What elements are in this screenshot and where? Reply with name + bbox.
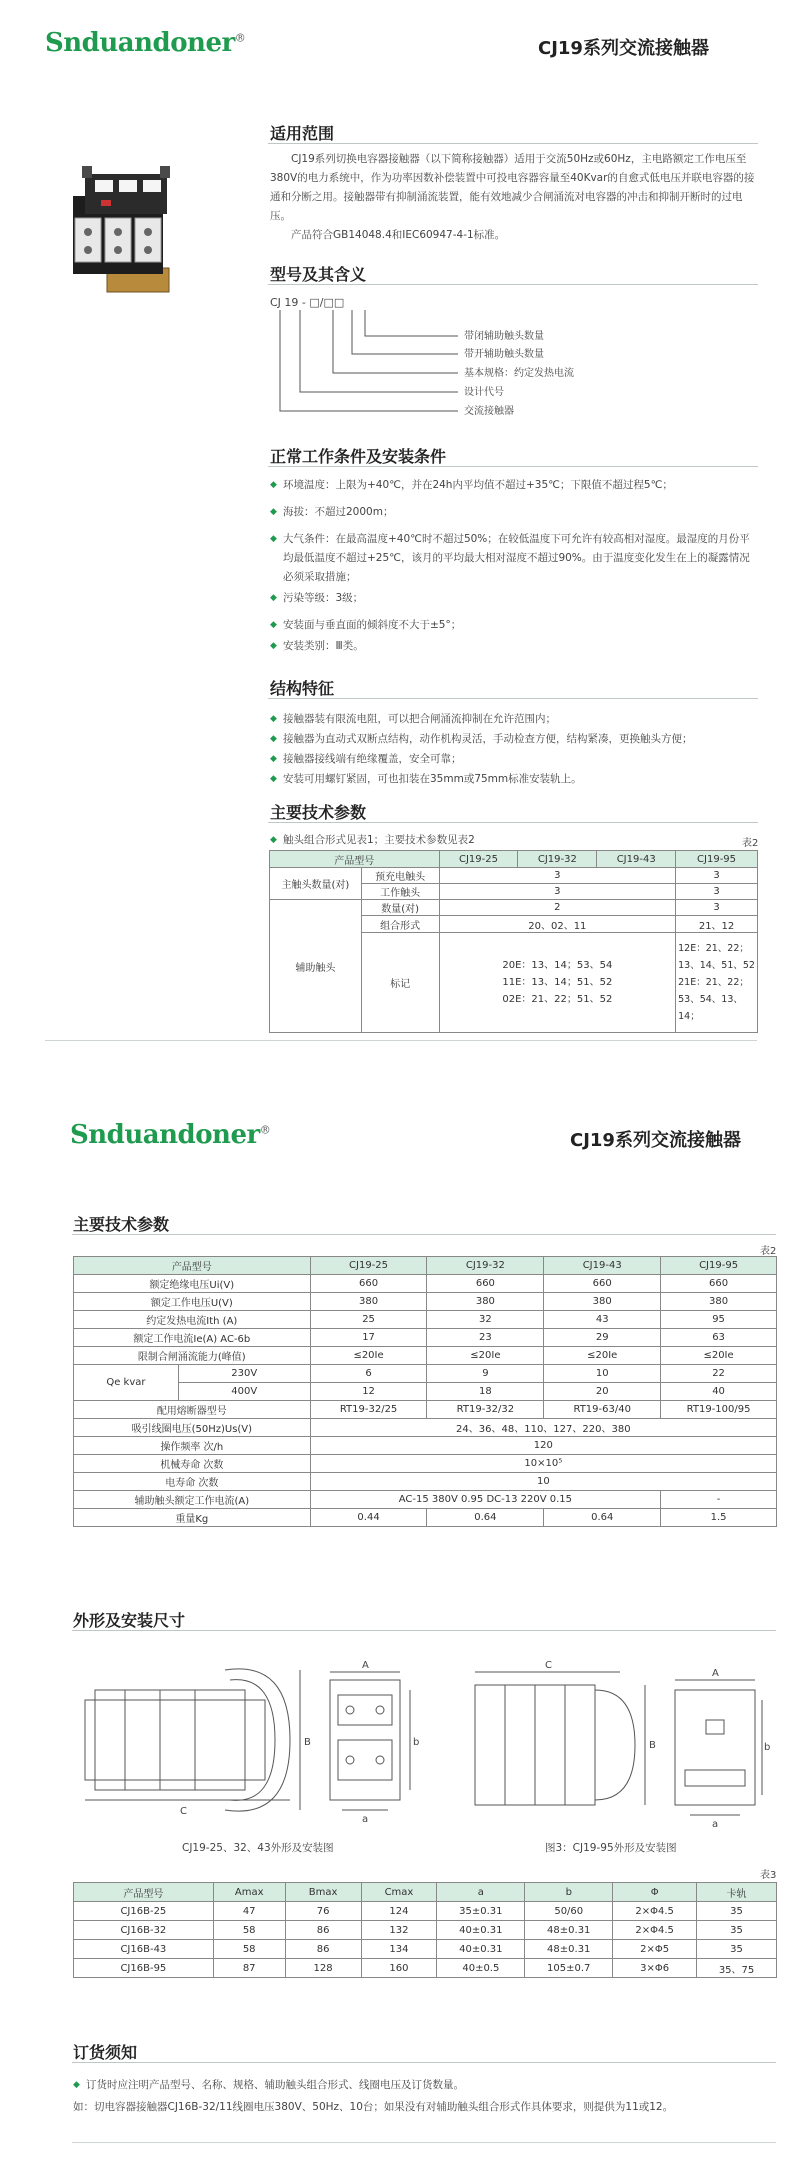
section-title-conditions: 正常工作条件及安装条件 [270, 447, 447, 466]
cell: 3 [439, 884, 676, 900]
dim-label-a: A [712, 1668, 719, 1679]
structure-list [270, 709, 770, 789]
cell: AC-15 380V 0.95 DC-13 220V 0.15 [310, 1491, 660, 1509]
table3-label: 表3 [760, 1870, 777, 1881]
params-table [73, 1256, 777, 1527]
section-title-model: 型号及其含义 [270, 265, 367, 284]
section-title-params: 主要技术参数 [73, 1215, 170, 1234]
cell: 18 [427, 1383, 544, 1401]
cell: 35 [697, 1902, 777, 1921]
cell: CJ16B-43 [74, 1940, 214, 1959]
condition-item: ◆ 环境温度：上限为+40℃，并在24h内平均值不超过+35℃；下限值不超过程5℃； [270, 476, 760, 495]
condition-item: ◆ 安装类别：Ⅲ类。 [270, 637, 760, 656]
cell: 2 [439, 900, 676, 916]
cell: 86 [285, 1921, 361, 1940]
table-label: 表2 [742, 838, 759, 849]
cell: 21、12 [676, 916, 758, 933]
dim-label-a: A [362, 1660, 369, 1671]
th-cj19-43: CJ19-43 [597, 851, 676, 868]
cell: 380 [544, 1293, 661, 1311]
cell: 58 [213, 1940, 285, 1959]
dim-label-small-b: b [413, 1737, 420, 1748]
cell: CJ16B-25 [74, 1902, 214, 1921]
cell: 0.64 [427, 1509, 544, 1527]
row-label: 限制合闸涌流能力(峰值) [74, 1347, 311, 1365]
cell: 35 [697, 1940, 777, 1959]
cell: RT19-32/32 [427, 1401, 544, 1419]
dim-label-small-a: a [362, 1814, 369, 1825]
cell: 40±0.31 [437, 1921, 525, 1940]
cell: 0.44 [310, 1509, 427, 1527]
dim-label-small-b: b [764, 1742, 770, 1753]
product-photo [55, 160, 190, 310]
th-cj19-43: CJ19-43 [544, 1257, 661, 1275]
main-contact-label: 主触头数量(对) [270, 868, 362, 900]
cell: 25 [310, 1311, 427, 1329]
combo-label: 组合形式 [361, 916, 439, 933]
cell: 132 [361, 1921, 437, 1940]
section-title-scope: 适用范围 [270, 124, 335, 143]
mark-label: 标记 [361, 933, 439, 1033]
precharge-label: 预充电触头 [361, 868, 439, 884]
model-label-design: 设计代号 [464, 387, 504, 398]
cell: 380 [661, 1293, 777, 1311]
order-example: 如：切电容器接触器CJ16B-32/11线圈电压380V、50Hz、10台；如果没有对辅助触头组合形式作具体要求，则提供为11或12。 [73, 2101, 674, 2113]
cell: RT19-32/25 [310, 1401, 427, 1419]
condition-item: ◆ 大气条件：在最高温度+40℃时不超过50%；在较低温度下可允许有较高相对湿度。最湿度的月份平均最低温度不超过+25℃，该月的平均最大相对湿度不超过90%。由于温度变化发生在上的凝露情况必须采取措施； [270, 530, 760, 587]
cell: ≤20Ie [661, 1347, 777, 1365]
structure-item: ◆ 安装可用螺钉紧固，可也扣装在35mm或75mm标准安装轨上。 [270, 769, 770, 789]
cell: 35、75 [697, 1959, 777, 1978]
page-title: CJ19系列交流接触器 [570, 1130, 741, 1151]
page-bottom-divider [72, 2142, 776, 2143]
th-cj19-25: CJ19-25 [439, 851, 518, 868]
scope-paragraph: CJ19系列切换电容器接触器（以下简称接触器）适用于交流50Hz或60Hz，主电路额定工作电压至380V的电力系统中，作为功率因数补偿装置中可投电容器容量至40Kvar的自愈式低电压并联电容器的接通和分断之用。接触器带有抑制涌流装置，能有效地减少合闸涌流对电容器的冲击和抑制开断时的过电压。 [270, 153, 755, 222]
dimension-drawing-large [470, 1650, 770, 1830]
cell: 2×Φ5 [613, 1940, 697, 1959]
scope-standard: 产品符合GB14048.4和IEC60947-4-1标准。 [291, 229, 506, 241]
model-label-no-aux: 带开辅助触头数量 [464, 349, 544, 360]
cell: 660 [427, 1275, 544, 1293]
cell: ≤20Ie [427, 1347, 544, 1365]
page-2 [0, 1090, 797, 2184]
cell: 660 [310, 1275, 427, 1293]
structure-item: ◆ 接触器装有限流电阻，可以把合闸涌流抑制在允许范围内； [270, 709, 770, 729]
cell: 380 [310, 1293, 427, 1311]
table-row [74, 1902, 777, 1921]
cell: 9 [427, 1365, 544, 1383]
section-divider [72, 1630, 776, 1631]
th-col: 卡轨 [697, 1883, 777, 1902]
aux-contact-label: 辅助触头 [270, 900, 362, 1033]
structure-item: ◆ 接触器接线端有绝缘覆盖，安全可靠； [270, 749, 770, 769]
cell: 48±0.31 [525, 1940, 613, 1959]
row-label: 230V [178, 1365, 310, 1383]
row-label: 重量Kg [74, 1509, 311, 1527]
section-title-params: 主要技术参数 [270, 803, 367, 822]
section-divider [72, 2062, 776, 2063]
th-cj19-32: CJ19-32 [518, 851, 597, 868]
cell: 40±0.31 [437, 1940, 525, 1959]
cell: ≤20Ie [310, 1347, 427, 1365]
cell: 3 [676, 900, 758, 916]
dimensions-table [73, 1882, 777, 1978]
cell: 10 [310, 1473, 776, 1491]
table2-label: 表2 [760, 1246, 777, 1257]
section-divider [72, 1234, 776, 1235]
cell: 20、02、11 [439, 916, 676, 933]
cell: CJ16B-95 [74, 1959, 214, 1978]
row-label: 约定发热电流Ith (A) [74, 1311, 311, 1329]
row-label: 额定工作电流Ie(A) AC-6b [74, 1329, 311, 1347]
cell: 1.5 [661, 1509, 777, 1527]
cell: 76 [285, 1902, 361, 1921]
cell: 24、36、48、110、127、220、380 [310, 1419, 776, 1437]
figure-caption-1: CJ19-25、32、43外形及安装图 [182, 1842, 334, 1854]
cell: 128 [285, 1959, 361, 1978]
condition-item: ◆ 安装面与垂直面的倾斜度不大于±5°； [270, 616, 760, 635]
count-label: 数量(对) [361, 900, 439, 916]
row-label: 额定绝缘电压Ui(V) [74, 1275, 311, 1293]
cell: 380 [427, 1293, 544, 1311]
th-cj19-95: CJ19-95 [676, 851, 758, 868]
cell: 48±0.31 [525, 1921, 613, 1940]
cell: 660 [661, 1275, 777, 1293]
table-row [74, 1940, 777, 1959]
brand-logo: Snduandoner® [45, 28, 246, 58]
th-cj19-25: CJ19-25 [310, 1257, 427, 1275]
table-row [74, 1921, 777, 1940]
model-code-diagram [270, 294, 590, 424]
conditions-list [270, 476, 760, 656]
cell: RT19-63/40 [544, 1401, 661, 1419]
section-divider [268, 284, 758, 285]
cell: 35±0.31 [437, 1902, 525, 1921]
dim-label-c: C [180, 1806, 187, 1817]
dim-label-c: C [545, 1660, 552, 1671]
structure-item: ◆ 接触器为直动式双断点结构，动作机构灵活，手动检查方便，结构紧凑，更换触头方便； [270, 729, 770, 749]
mark-cell-a [439, 933, 676, 1033]
th-cj19-95: CJ19-95 [661, 1257, 777, 1275]
dim-label-b: B [304, 1737, 311, 1748]
cell: 2×Φ4.5 [613, 1902, 697, 1921]
cell: 95 [661, 1311, 777, 1329]
row-label: 配用熔断器型号 [74, 1401, 311, 1419]
model-code: CJ 19 - □/□□ [270, 296, 345, 309]
cell: 105±0.7 [525, 1959, 613, 1978]
cell: 10×10⁵ [310, 1455, 776, 1473]
cell: 6 [310, 1365, 427, 1383]
row-label: 辅助触头额定工作电流(A) [74, 1491, 311, 1509]
th-col: Cmax [361, 1883, 437, 1902]
cell: 63 [661, 1329, 777, 1347]
cell: RT19-100/95 [661, 1401, 777, 1419]
figure-caption-2: 图3：CJ19-95外形及安装图 [545, 1842, 677, 1854]
working-label: 工作触头 [361, 884, 439, 900]
cell: 87 [213, 1959, 285, 1978]
th-col: Bmax [285, 1883, 361, 1902]
section-divider [268, 466, 758, 467]
condition-item: ◆ 海拔：不超过2000m； [270, 503, 760, 522]
section-title-structure: 结构特征 [270, 679, 335, 698]
params-note [270, 833, 670, 848]
cell: 29 [544, 1329, 661, 1347]
brand-logo: Snduandoner® [70, 1120, 271, 1150]
cell: 43 [544, 1311, 661, 1329]
section-title-dims: 外形及安装尺寸 [73, 1611, 186, 1630]
th-col: a [437, 1883, 525, 1902]
th-col: Φ [613, 1883, 697, 1902]
cell: 160 [361, 1959, 437, 1978]
cell: 660 [544, 1275, 661, 1293]
cell: 3 [676, 868, 758, 884]
mark-line: 53、54、13、14； [678, 994, 743, 1022]
page-bottom-divider [45, 1040, 757, 1041]
mark-cell-b [676, 933, 758, 1033]
mark-line: 21E：21、22； [678, 977, 749, 988]
section-divider [268, 698, 758, 699]
cell: 120 [310, 1437, 776, 1455]
th-cj19-32: CJ19-32 [427, 1257, 544, 1275]
params-note-item: ◆ 触头组合形式见表1；主要技术参数见表2 [270, 833, 670, 848]
page-1 [0, 0, 797, 1050]
th-model: 产品型号 [270, 851, 440, 868]
mark-line: 20E：13、14；53、54 [502, 960, 613, 971]
model-label-spec: 基本规格：约定发热电流 [464, 368, 574, 379]
page-title: CJ19系列交流接触器 [538, 38, 709, 59]
cell: 124 [361, 1902, 437, 1921]
cell: 134 [361, 1940, 437, 1959]
cell: 3×Φ6 [613, 1959, 697, 1978]
mark-line: 02E：21、22；51、52 [502, 994, 613, 1005]
cell: 10 [544, 1365, 661, 1383]
cell: 20 [544, 1383, 661, 1401]
cell: 32 [427, 1311, 544, 1329]
row-label: 机械寿命 次数 [74, 1455, 311, 1473]
cell: CJ16B-32 [74, 1921, 214, 1940]
cell: 23 [427, 1329, 544, 1347]
cell: 47 [213, 1902, 285, 1921]
th-model: 产品型号 [74, 1257, 311, 1275]
cell: 86 [285, 1940, 361, 1959]
cell: 50/60 [525, 1902, 613, 1921]
mark-line: 12E：21、22； [678, 943, 749, 954]
cell: 2×Φ4.5 [613, 1921, 697, 1940]
row-label: 电寿命 次数 [74, 1473, 311, 1491]
row-label: 400V [178, 1383, 310, 1401]
order-list [73, 2075, 777, 2095]
th-col: 产品型号 [74, 1883, 214, 1902]
cell: 3 [439, 868, 676, 884]
table-row [74, 1959, 777, 1978]
cell: 35 [697, 1921, 777, 1940]
section-title-order: 订货须知 [73, 2043, 138, 2062]
section-divider [268, 143, 758, 144]
mark-line: 13、14、51、52 [678, 960, 755, 971]
row-label: 吸引线圈电压(50Hz)Us(V) [74, 1419, 311, 1437]
cell: 58 [213, 1921, 285, 1940]
row-label: 额定工作电压U(V) [74, 1293, 311, 1311]
cell: 22 [661, 1365, 777, 1383]
condition-item: ◆ 污染等级：3级； [270, 589, 760, 608]
cell: 40 [661, 1383, 777, 1401]
cell: 0.64 [544, 1509, 661, 1527]
order-item: ◆ 订货时应注明产品型号、名称、规格、辅助触头组合形式、线圈电压及订货数量。 [73, 2075, 777, 2095]
th-col: b [525, 1883, 613, 1902]
cell: - [661, 1491, 777, 1509]
qe-label: Qe kvar [74, 1365, 179, 1401]
model-label-ac: 交流接触器 [464, 406, 514, 417]
cell: 12 [310, 1383, 427, 1401]
dimension-drawing-small [80, 1650, 420, 1830]
dim-label-b: B [649, 1740, 656, 1751]
dim-label-small-a: a [712, 1819, 719, 1830]
section-divider [268, 822, 758, 823]
row-label: 操作频率 次/h [74, 1437, 311, 1455]
cell: 17 [310, 1329, 427, 1347]
model-label-nc-aux: 带闭辅助触头数量 [464, 331, 544, 342]
cell: 3 [676, 884, 758, 900]
contact-table [269, 850, 758, 1033]
mark-line: 11E：13、14；51、52 [502, 977, 613, 988]
cell: ≤20Ie [544, 1347, 661, 1365]
th-col: Amax [213, 1883, 285, 1902]
cell: 40±0.5 [437, 1959, 525, 1978]
